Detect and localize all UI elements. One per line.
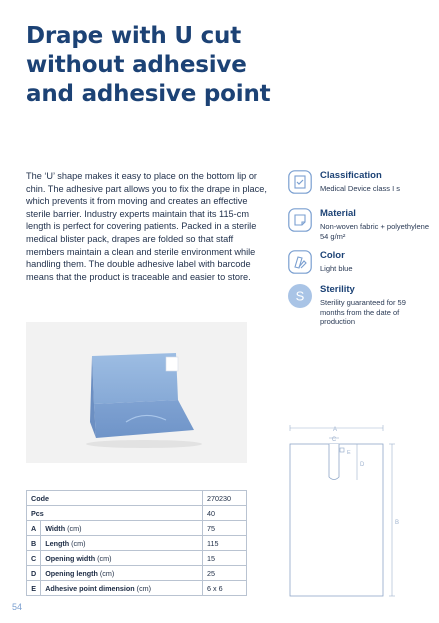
pcs-label: Pcs: [27, 506, 203, 521]
drape-diagram: [287, 422, 409, 602]
title-line-1: Drape with U cut: [26, 23, 242, 49]
diagram-label-b: B: [395, 520, 400, 526]
spec-table: [26, 490, 247, 596]
spec-value: Sterility guaranteed for 59 months from the date of production: [320, 298, 406, 326]
table-row: [27, 491, 247, 506]
row-value: 115: [203, 536, 247, 551]
row-value: 6 x 6: [203, 581, 247, 596]
title-line-2: without adhesive: [26, 52, 247, 78]
diagram-label-a: A: [332, 427, 338, 433]
diagram-label-c: C: [331, 437, 337, 443]
spec-value: Non-woven fabric + polyethylene 54 g/m²: [320, 222, 430, 241]
spec-label: Classification: [320, 170, 382, 181]
page-number: 54: [12, 602, 23, 612]
row-letter: C: [27, 551, 41, 566]
spec-value: Light blue: [320, 264, 353, 273]
row-letter: B: [27, 536, 41, 551]
fabric-icon: [288, 208, 312, 232]
diagram-label-d: D: [360, 462, 365, 468]
table-row: [27, 506, 247, 521]
spec-label: Sterility: [320, 284, 355, 295]
product-photo: [26, 322, 247, 463]
table-row: [27, 536, 247, 551]
row-letter: D: [27, 566, 41, 581]
spec-value: Medical Device class I s: [320, 184, 401, 193]
table-row: [27, 581, 247, 596]
page-title: [26, 22, 326, 109]
pcs-value: 40: [203, 506, 247, 521]
code-label: Code: [27, 491, 203, 506]
row-value: 75: [203, 521, 247, 536]
spec-label: Material: [320, 208, 356, 219]
row-name: Length (cm): [41, 536, 203, 551]
diagram-label-e: E: [347, 450, 351, 456]
row-name: Opening length (cm): [41, 566, 203, 581]
product-description: The ‘U’ shape makes it easy to place on the bottom lip or chin. The adhesive part allows you to fix the drape in place, which prevents it from moving and creates an effective sterile barrier. Industry experts maintain that its 115-cm length is perfect for covering patients. Packed in a sterile medical blister pack, drapes are folded so that staff members maintain a clean and sterile environment while handling them. The double adhesive label with barcode means that the product is traceable and easier to store.: [26, 171, 267, 282]
table-row: [27, 551, 247, 566]
row-letter: E: [27, 581, 41, 596]
checklist-icon: [288, 170, 312, 194]
row-value: 25: [203, 566, 247, 581]
row-name: Adhesive point dimension (cm): [41, 581, 203, 596]
row-name: Width (cm): [41, 521, 203, 536]
spec-label: Color: [320, 250, 345, 261]
sterile-s-icon: [288, 284, 312, 308]
row-letter: A: [27, 521, 41, 536]
row-name: Opening width (cm): [41, 551, 203, 566]
title-line-3: and adhesive point: [26, 81, 271, 107]
table-row: [27, 566, 247, 581]
code-value: 270230: [203, 491, 247, 506]
table-row: [27, 521, 247, 536]
swatch-icon: [288, 250, 312, 274]
row-value: 15: [203, 551, 247, 566]
sterile-icon-letter: S: [295, 288, 305, 304]
